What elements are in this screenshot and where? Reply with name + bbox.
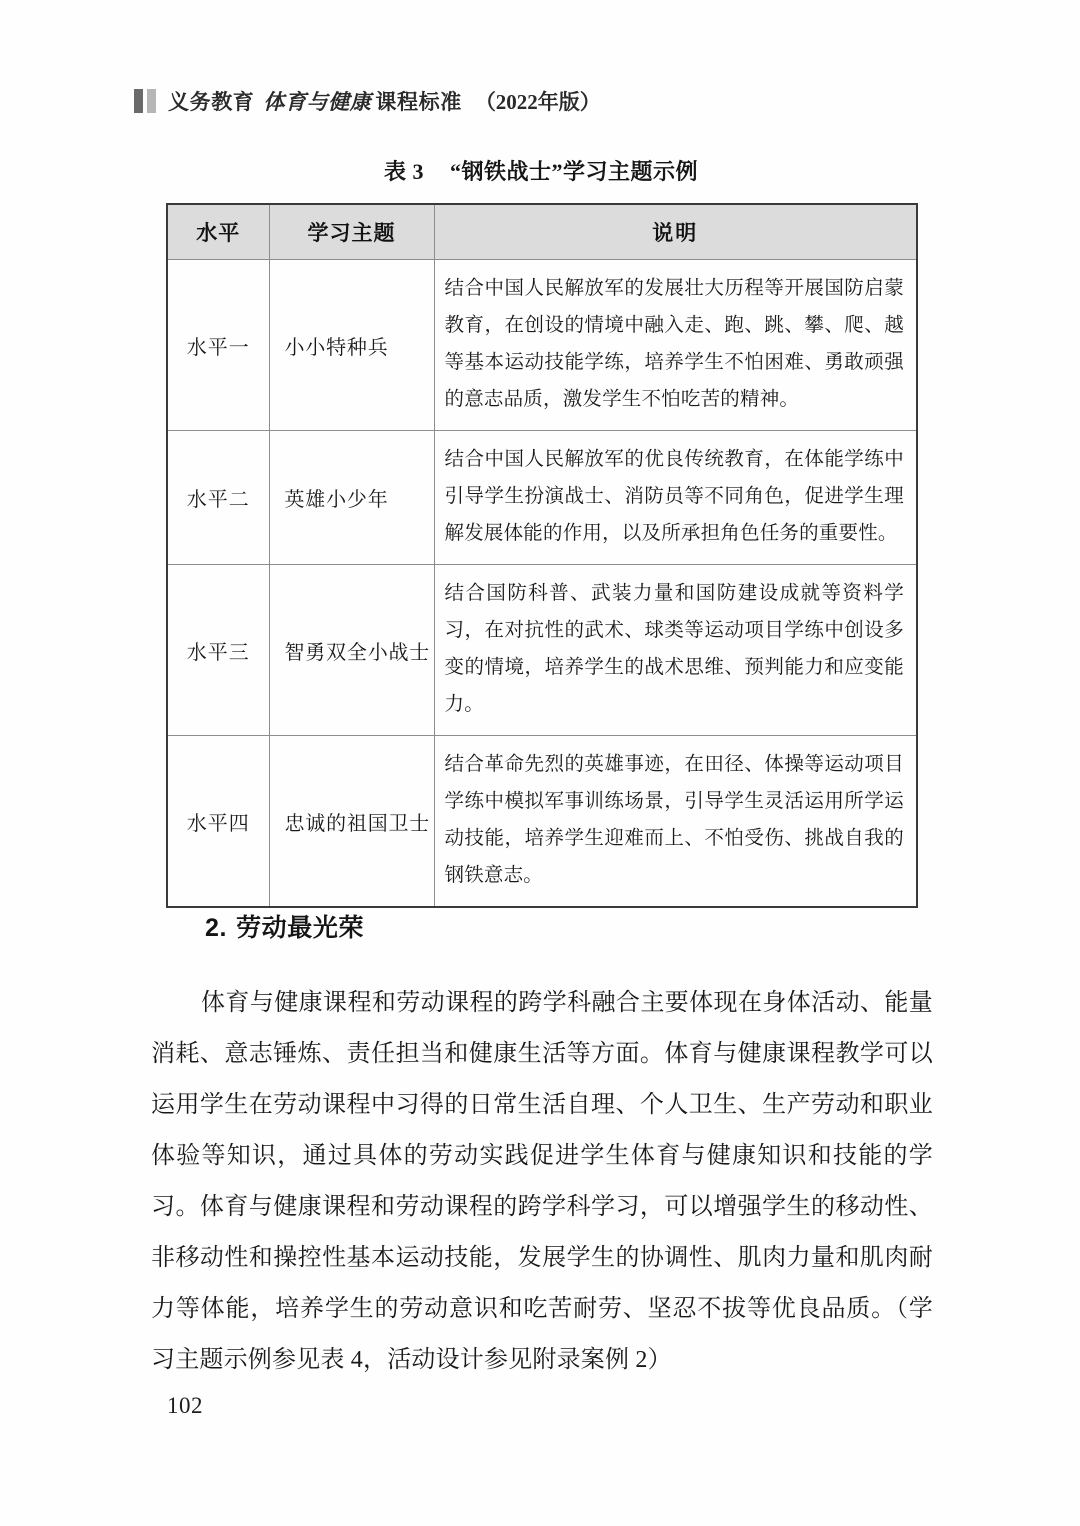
body-paragraph: 体育与健康课程和劳动课程的跨学科融合主要体现在身体活动、能量消耗、意志锤炼、责任担当和健康生活等方面。体育与健康课程教学可以运用学生在劳动课程中习得的日常生活自理、个人卫生、生产劳动和职业体验等知识，通过具体的劳动实践促进学生体育与健康知识和技能的学习。体育与健康课程和劳动课程的跨学科学习，可以增强学生的移动性、非移动性和操控性基本运动技能，发展学生的协调性、肌肉力量和肌肉耐力等体能，培养学生的劳动意识和吃苦耐劳、坚忍不拔等优良品质。（学习主题示例参见表 4，活动设计参见附录案例 2）: [151, 990, 933, 1373]
table-caption: [166, 155, 916, 186]
table-row: [167, 565, 917, 736]
cell-level: 水平二: [167, 431, 269, 565]
table-row: [167, 260, 917, 431]
section-heading: [205, 908, 364, 944]
cell-theme: 忠诚的祖国卫士: [269, 736, 434, 908]
table-row: [167, 431, 917, 565]
cell-theme: 小小特种兵: [269, 260, 434, 431]
column-header-theme: 学习主题: [269, 204, 434, 260]
header-title-emphasis: 体育与健康: [263, 90, 372, 114]
header-title-suffix: 课程标准: [375, 90, 462, 114]
header-bars-icon: [134, 89, 156, 113]
page-number: 102: [167, 1393, 203, 1418]
cell-description: 结合革命先烈的英雄事迹，在田径、体操等运动项目学练中模拟军事训练场景，引导学生灵活运用所学运动技能，培养学生迎难而上、不怕受伤、挑战自我的钢铁意志。: [434, 736, 917, 908]
table-body: [167, 260, 917, 908]
table-header-row: [167, 204, 917, 260]
section-number: 2.: [205, 914, 228, 942]
cell-theme: 智勇双全小战士: [269, 565, 434, 736]
section-title: 劳动最光荣: [236, 914, 365, 942]
cell-level: 水平三: [167, 565, 269, 736]
table-caption-title: “钢铁战士”学习主题示例: [450, 159, 699, 184]
header-title-prefix: 义务教育: [168, 90, 255, 114]
cell-description: 结合中国人民解放军的发展壮大历程等开展国防启蒙教育，在创设的情境中融入走、跑、跳、攀、爬、越等基本运动技能学练，培养学生不怕困难、勇敢顽强的意志品质，激发学生不怕吃苦的精神。: [434, 260, 917, 431]
table-header: [167, 204, 917, 260]
cell-level: 水平四: [167, 736, 269, 908]
cell-description: 结合国防科普、武装力量和国防建设成就等资料学习，在对抗性的武术、球类等运动项目学练中创设多变的情境，培养学生的战术思维、预判能力和应变能力。: [434, 565, 917, 736]
table-row: [167, 736, 917, 908]
table-caption-number: 表 3: [383, 159, 424, 184]
column-header-level: 水平: [167, 204, 269, 260]
cell-theme: 英雄小少年: [269, 431, 434, 565]
header-title-edition: （2022年版）: [474, 90, 601, 114]
cell-level: 水平一: [167, 260, 269, 431]
running-header: [134, 86, 601, 116]
header-bar-light-icon: [147, 89, 156, 113]
header-title: [168, 86, 601, 116]
learning-theme-table: [166, 203, 918, 908]
header-bar-dark-icon: [134, 89, 143, 113]
column-header-description: 说明: [434, 204, 917, 260]
cell-description: 结合中国人民解放军的优良传统教育，在体能学练中引导学生扮演战士、消防员等不同角色，促进学生理解发展体能的作用，以及所承担角色任务的重要性。: [434, 431, 917, 565]
